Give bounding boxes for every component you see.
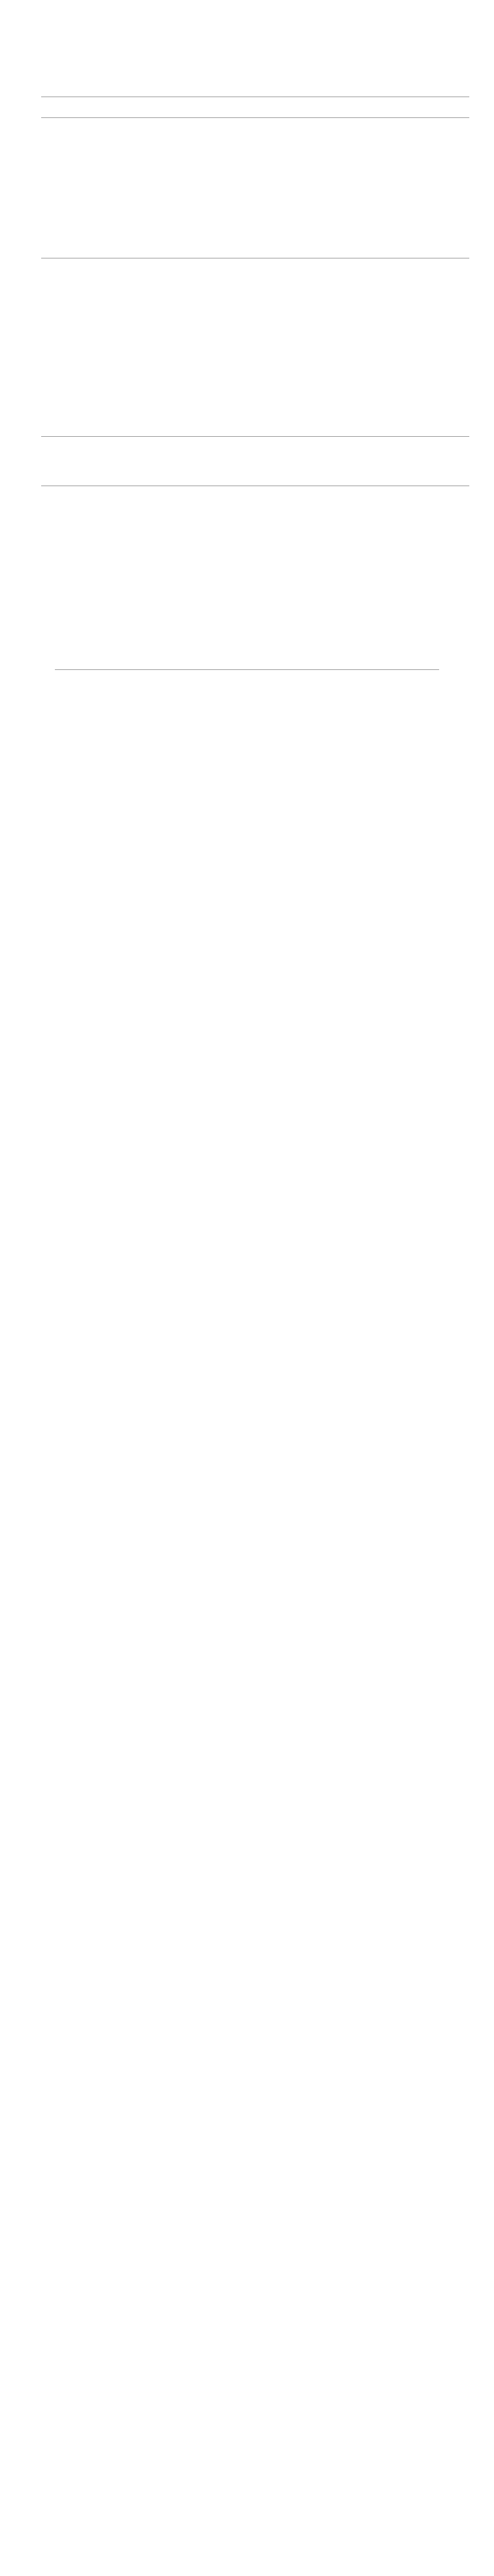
divider	[41, 117, 469, 118]
competition-report	[0, 0, 494, 505]
summary-section	[0, 505, 494, 1081]
divider	[55, 669, 439, 670]
skating-report	[0, 1075, 494, 1383]
semi-final-section	[0, 2096, 494, 2282]
divider	[41, 436, 469, 437]
round1-section	[0, 2313, 494, 2576]
final-round-report	[0, 1383, 494, 2085]
